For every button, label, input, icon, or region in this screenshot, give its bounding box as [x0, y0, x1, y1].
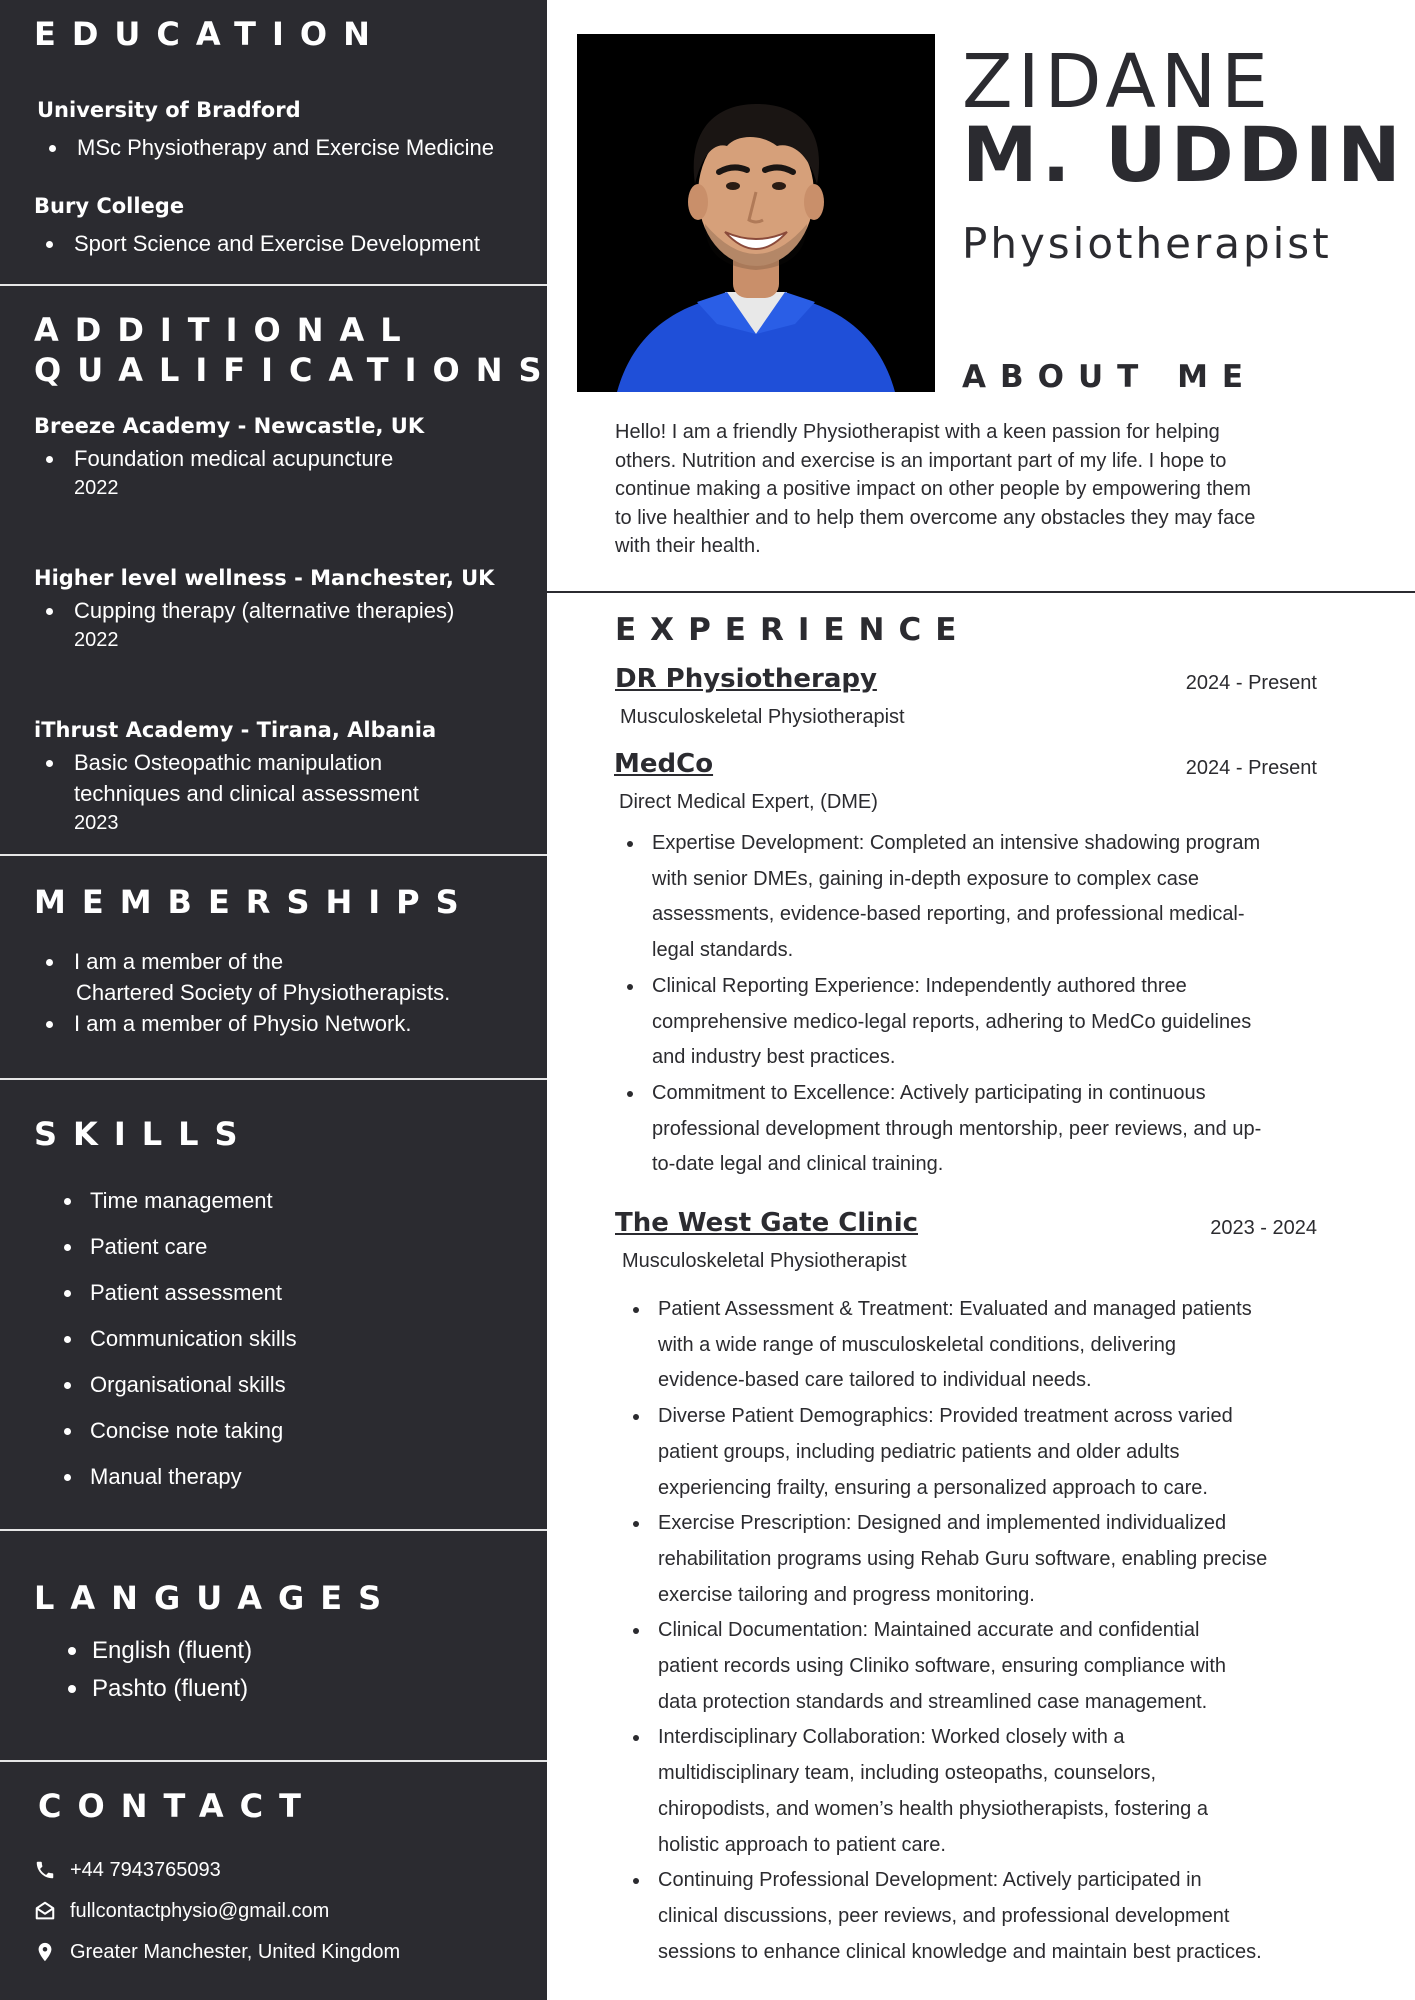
language-item: Pashto (fluent): [34, 1670, 547, 1708]
bullet-line: patient records using Cliniko software, ensuring compliance with: [658, 1655, 1227, 1678]
bullet-line: comprehensive medico-legal reports, adhering to MedCo guidelines: [652, 1010, 1252, 1033]
skill-item: Patient care: [34, 1224, 547, 1270]
bullet-line: Clinical Reporting Experience: Independently authored three: [652, 974, 1187, 997]
skill-item: Communication skills: [34, 1316, 547, 1362]
list-item: [616, 1076, 1261, 1183]
list-item: [34, 747, 547, 809]
profile-photo: [577, 34, 935, 392]
qualification-year: 2022: [74, 629, 119, 651]
bullet-line: data protection standards and streamlined case management.: [658, 1690, 1208, 1713]
education-heading: EDUCATION: [34, 15, 386, 53]
education-section: [0, 14, 547, 259]
bullet-line: sessions to enhance clinical knowledge and maintain best practices.: [658, 1940, 1262, 1963]
bullet-line: Diverse Patient Demographics: Provided treatment across varied: [658, 1405, 1233, 1428]
course-line: Basic Osteopathic manipulation: [74, 750, 383, 775]
bullet-line: exercise tailoring and progress monitoring.: [658, 1583, 1035, 1606]
qualifications-heading-line1: ADDITIONAL: [34, 311, 417, 349]
job-role: Musculoskeletal Physiotherapist: [620, 706, 905, 728]
last-name: M. UDDIN: [962, 110, 1405, 199]
qualification-year: 2022: [74, 477, 119, 499]
skills-list: [34, 1178, 547, 1500]
list-item: [616, 826, 1261, 969]
qualification-course-list: [34, 747, 547, 809]
bullet-line: and industry best practices.: [652, 1046, 896, 1069]
qualification-provider: Higher level wellness - Manchester, UK: [34, 566, 495, 590]
contact-location: [34, 1937, 400, 1967]
job-role: Musculoskeletal Physiotherapist: [622, 1250, 907, 1272]
bullet-line: evidence-based care tailored to individual needs.: [658, 1369, 1092, 1392]
bullet-line: experiencing frailty, ensuring a personalized approach to care.: [658, 1476, 1208, 1499]
list-item: Sport Science and Exercise Development: [34, 228, 547, 259]
list-item: [622, 1613, 1267, 1720]
job-dates: 2024 - Present: [1185, 672, 1317, 694]
qualifications-heading-line2: QUALIFICATIONS: [34, 351, 558, 389]
about-heading: ABOUT ME: [962, 359, 1258, 395]
bullet-line: rehabilitation programs using Rehab Guru software, enabling precise: [658, 1547, 1268, 1570]
languages-heading: LANGUAGES: [34, 1579, 398, 1617]
email-icon: [34, 1900, 56, 1922]
bullet-line: to-date legal and clinical training.: [652, 1153, 944, 1176]
language-item: English (fluent): [34, 1632, 547, 1670]
skill-item: Manual therapy: [34, 1454, 547, 1500]
bullet-line: professional development through mentorship, peer reviews, and up-: [652, 1117, 1262, 1140]
qualification-course-list: [34, 443, 547, 474]
email-address: fullcontactphysio@gmail.com: [70, 1899, 330, 1922]
experience-heading: EXPERIENCE: [615, 612, 971, 648]
list-item: [34, 946, 547, 1008]
skill-item: Organisational skills: [34, 1362, 547, 1408]
list-item: I am a member of Physio Network.: [34, 1008, 547, 1039]
phone-number: +44 7943765093: [70, 1858, 221, 1881]
contact-phone[interactable]: [34, 1855, 221, 1885]
bullet-line: Exercise Prescription: Designed and implemented individualized: [658, 1512, 1227, 1535]
list-item: [622, 1292, 1267, 1399]
course-line: techniques and clinical assessment: [74, 781, 419, 806]
bullet-line: Interdisciplinary Collaboration: Worked closely with a: [658, 1726, 1125, 1749]
qualification-provider: Breeze Academy - Newcastle, UK: [34, 414, 425, 438]
languages-section: [0, 1578, 547, 1708]
job-dates: 2023 - 2024: [1210, 1217, 1317, 1239]
memberships-list: [34, 946, 547, 1039]
section-divider: [0, 1529, 547, 1531]
qualifications-section: [0, 310, 558, 837]
about-line: Hello! I am a friendly Physiotherapist with a keen passion for helping: [615, 421, 1220, 443]
bullet-line: holistic approach to patient care.: [658, 1833, 946, 1856]
location-text: Greater Manchester, United Kingdom: [70, 1940, 401, 1963]
job-company: MedCo: [614, 749, 714, 779]
education-institution: Bury College: [34, 194, 185, 218]
section-divider: [547, 591, 1415, 593]
section-divider: [0, 854, 547, 856]
skills-section: [0, 1114, 547, 1500]
bullet-line: Commitment to Excellence: Actively participating in continuous: [652, 1081, 1206, 1104]
list-item: [616, 969, 1261, 1076]
profile-portrait-icon: [577, 34, 935, 392]
bullet-line: legal standards.: [652, 939, 794, 962]
memberships-heading: MEMBERSHIPS: [34, 883, 475, 921]
about-line: continue making a positive impact on other people by empowering them: [615, 478, 1251, 500]
membership-line: Chartered Society of Physiotherapists.: [76, 980, 451, 1005]
list-item: [622, 1863, 1267, 1970]
education-course-list: [37, 132, 547, 163]
location-pin-icon: [34, 1941, 56, 1963]
about-line: others. Nutrition and exercise is an important part of my life. I hope to: [615, 449, 1227, 472]
bullet-line: chiropodists, and women’s health physiotherapists, fostering a: [658, 1797, 1208, 1820]
bullet-line: with senior DMEs, gaining in-depth exposure to complex case: [652, 867, 1199, 890]
section-divider: [0, 1760, 547, 1762]
sidebar: [0, 0, 558, 2000]
qualification-course-list: [34, 595, 547, 626]
list-item: [622, 1399, 1267, 1506]
qualification-provider: iThrust Academy - Tirana, Albania: [34, 718, 437, 742]
list-item: [622, 1720, 1267, 1863]
about-line: to live healthier and to help them overcome any obstacles they may face: [615, 506, 1256, 529]
job-bullet-list: [616, 826, 1261, 1183]
list-item: Foundation medical acupuncture: [34, 443, 547, 474]
bullet-line: Expertise Development: Completed an intensive shadowing program: [652, 832, 1261, 854]
section-divider: [0, 1078, 547, 1080]
education-course-list: [34, 228, 547, 259]
bullet-line: Patient Assessment & Treatment: Evaluated and managed patients: [658, 1298, 1252, 1320]
section-divider: [0, 284, 547, 286]
job-dates: 2024 - Present: [1185, 757, 1317, 779]
job-company: DR Physiotherapy: [615, 664, 877, 694]
job-bullet-list: [622, 1292, 1267, 1970]
job-role: Direct Medical Expert, (DME): [619, 791, 878, 813]
list-item: MSc Physiotherapy and Exercise Medicine: [37, 132, 547, 163]
bullet-line: clinical discussions, peer reviews, and professional development: [658, 1904, 1230, 1927]
qualification-year: 2023: [74, 812, 119, 834]
about-line: with their health.: [615, 535, 761, 557]
about-text: [615, 418, 1315, 561]
job-company: The West Gate Clinic: [615, 1208, 919, 1238]
skill-item: Time management: [34, 1178, 547, 1224]
education-institution: University of Bradford: [37, 98, 301, 122]
phone-icon: [34, 1859, 56, 1881]
bullet-line: patient groups, including pediatric patients and older adults: [658, 1440, 1180, 1463]
languages-list: [34, 1632, 547, 1708]
bullet-line: with a wide range of musculoskeletal conditions, delivering: [658, 1333, 1177, 1356]
memberships-section: [0, 882, 547, 1039]
list-item: Cupping therapy (alternative therapies): [34, 595, 547, 626]
skill-item: Patient assessment: [34, 1270, 547, 1316]
contact-email[interactable]: [34, 1896, 329, 1926]
bullet-line: Clinical Documentation: Maintained accurate and confidential: [658, 1619, 1200, 1642]
membership-line: I am a member of the: [74, 949, 284, 974]
skills-heading: SKILLS: [34, 1115, 254, 1153]
first-name: ZIDANE: [962, 39, 1273, 125]
bullet-line: multidisciplinary team, including osteopaths, counselors,: [658, 1762, 1157, 1785]
bullet-line: assessments, evidence-based reporting, and professional medical-: [652, 903, 1245, 926]
skill-item: Concise note taking: [34, 1408, 547, 1454]
bullet-line: Continuing Professional Development: Actively participated in: [658, 1869, 1202, 1892]
list-item: [622, 1506, 1267, 1613]
job-title-heading: Physiotherapist: [962, 219, 1332, 268]
contact-heading: CONTACT: [38, 1787, 317, 1825]
